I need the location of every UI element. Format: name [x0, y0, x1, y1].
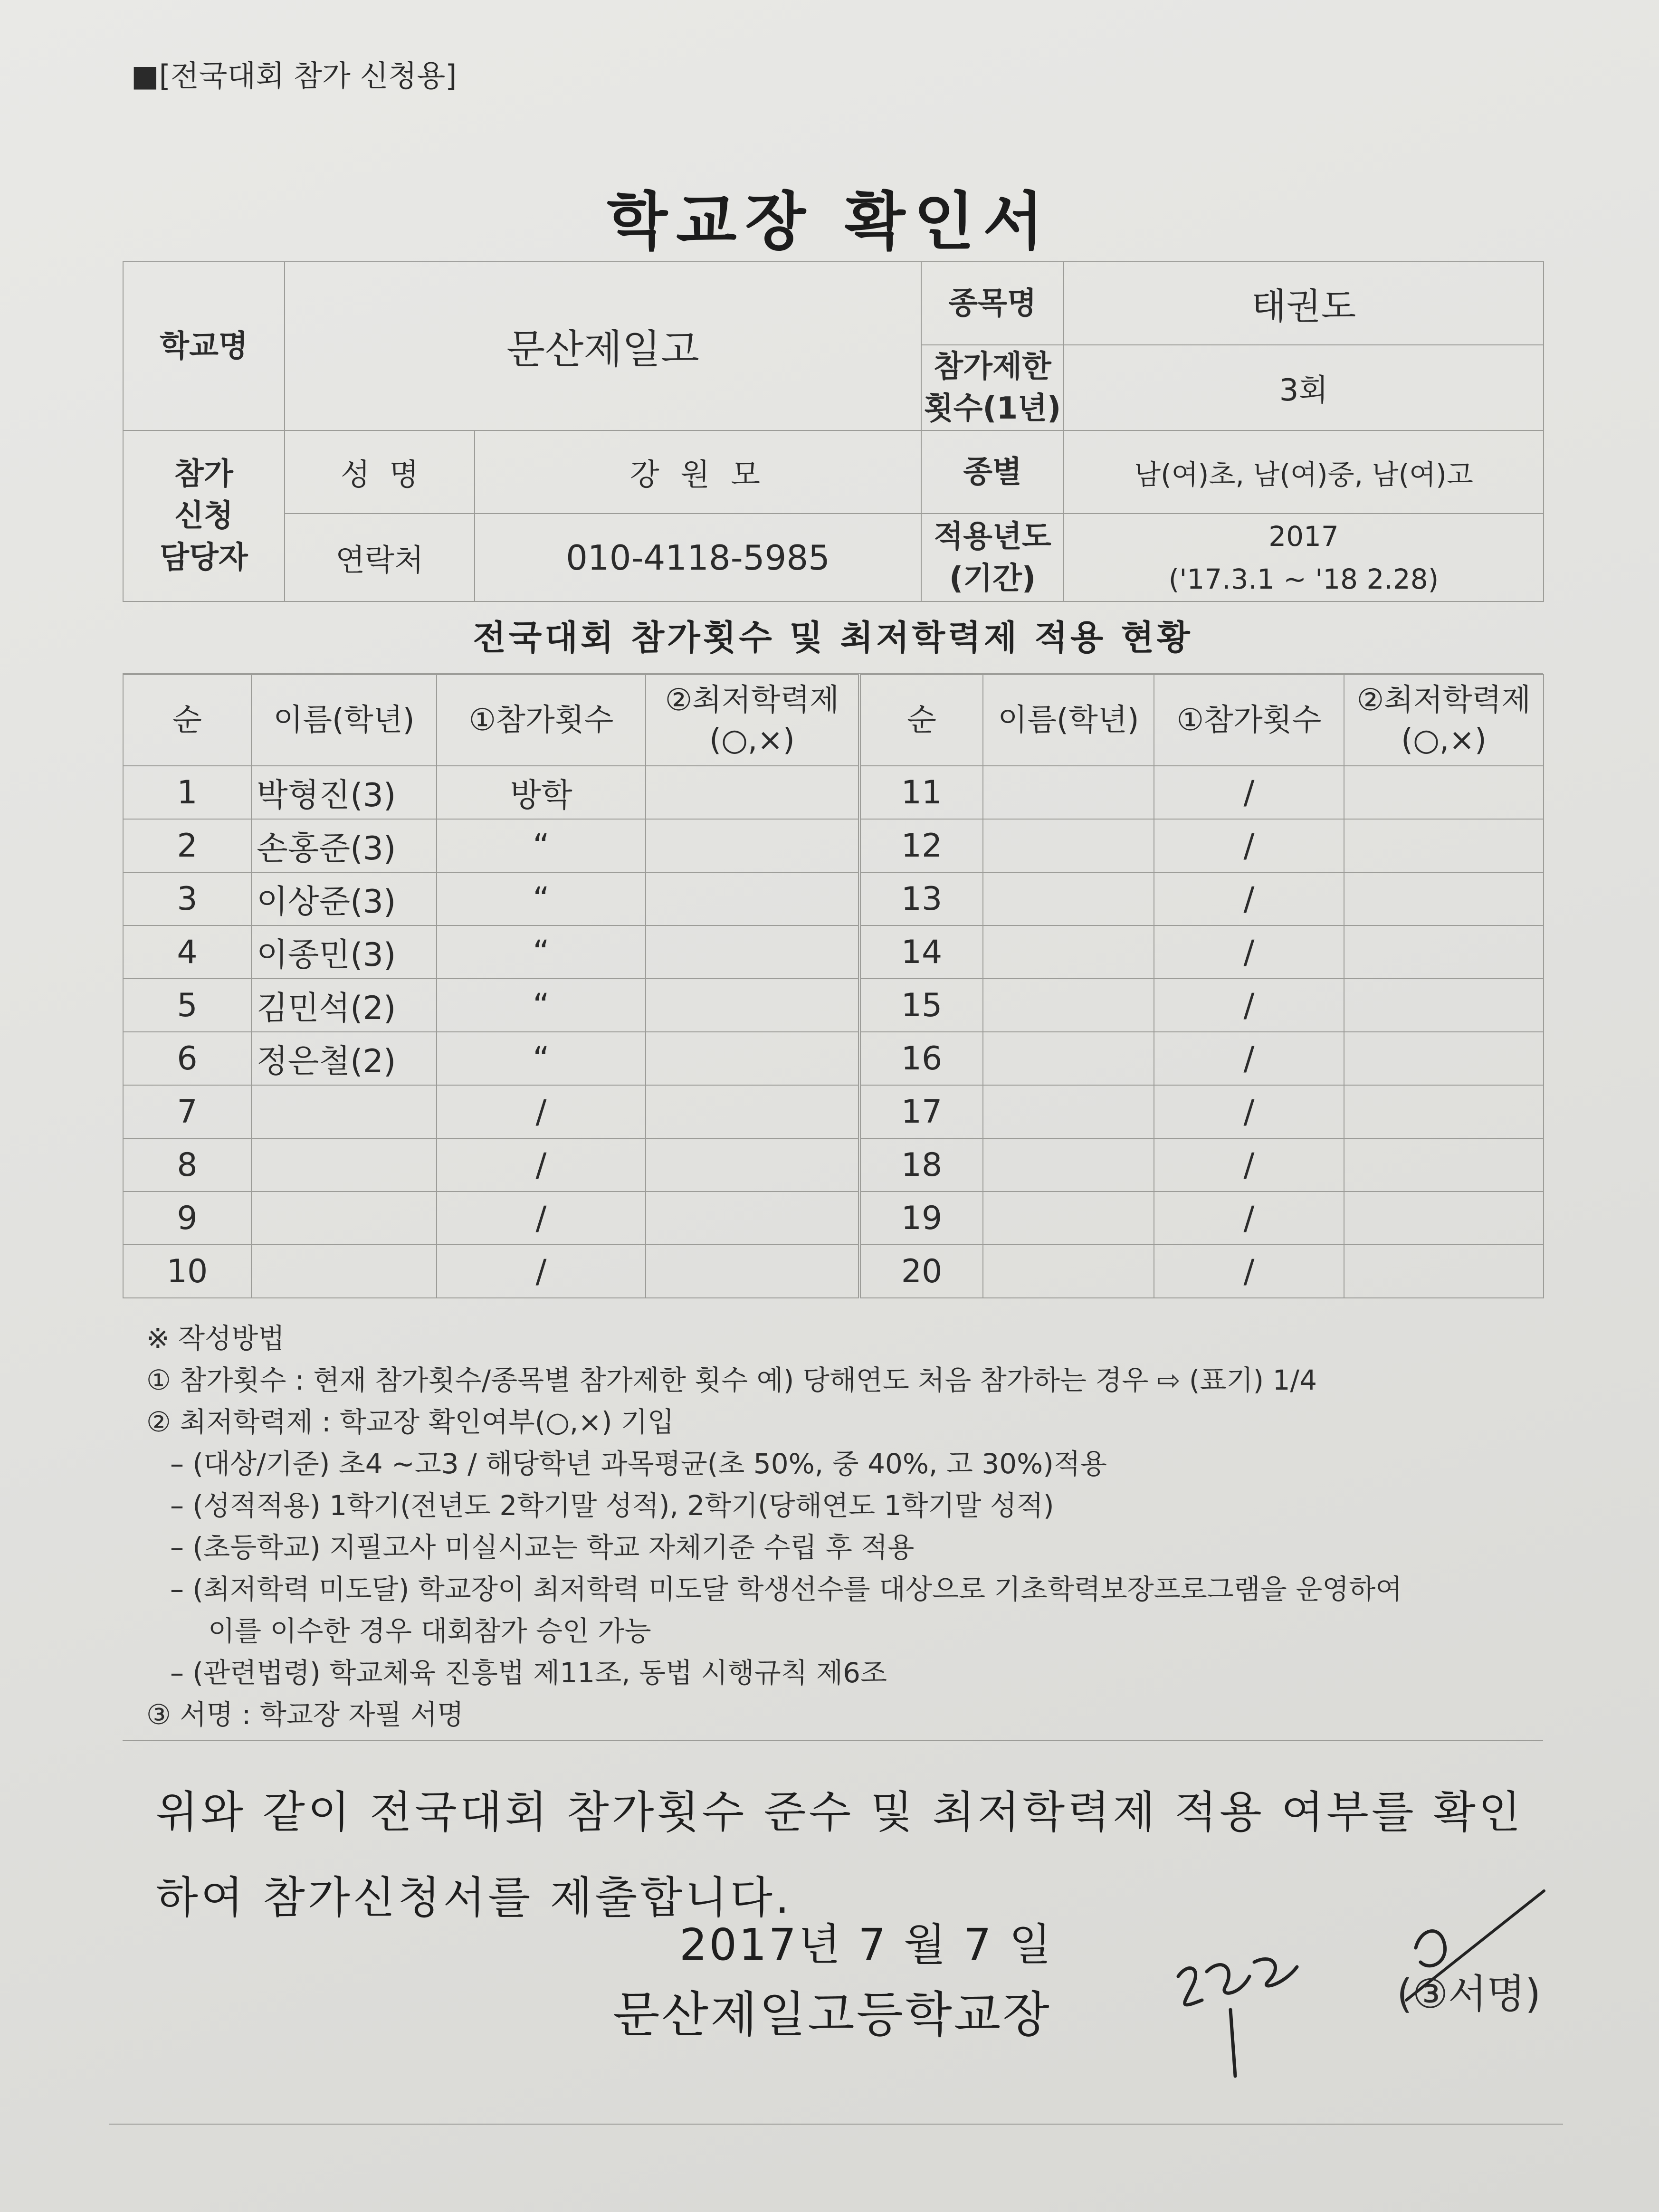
row-no: 1 [123, 766, 251, 819]
declaration-line2: 하여 참가신청서를 제출합니다. [156, 1872, 792, 1923]
row-min-2 [1344, 872, 1544, 925]
row-name: 박형진(3) [251, 766, 437, 819]
row-name: 이종민(3) [251, 925, 437, 979]
note-line-2: ② 최저학력제 : 학교장 확인여부(○,×) 기입 [146, 1406, 675, 1438]
document-title: 학교장 확인서 [607, 185, 1052, 258]
row-min-2 [1344, 1245, 1544, 1298]
limit-label [921, 345, 1064, 430]
participant-table [123, 674, 1544, 1298]
row-no-2: 17 [859, 1085, 983, 1138]
contact-label: 연락처 [285, 514, 475, 601]
row-no-2: 11 [859, 766, 983, 819]
row-count-2: / [1154, 1032, 1344, 1085]
limit-value: 3회 [1064, 345, 1544, 430]
row-no: 4 [123, 925, 251, 979]
school-value: 문산제일고 [285, 262, 921, 430]
year-label-line1: 적용년도 [934, 519, 1051, 554]
name-value: 강 원 모 [475, 430, 921, 514]
participant-row [123, 1192, 1544, 1245]
form-type-tag: ■[전국대회 참가 신청용] [131, 58, 457, 93]
row-no-2: 16 [859, 1032, 983, 1085]
name-label: 성 명 [285, 430, 475, 514]
row-count-2: / [1154, 979, 1344, 1032]
row-no: 3 [123, 872, 251, 925]
note-line-7: 이를 이수한 경우 대회참가 승인 가능 [208, 1615, 651, 1647]
school-label: 학교명 [123, 262, 285, 430]
row-no: 5 [123, 979, 251, 1032]
event-label: 종목명 [921, 262, 1064, 345]
period-value: ('17.3.1 ~ '18 2.28) [1168, 563, 1439, 595]
participant-row [123, 1138, 1544, 1192]
participant-row [123, 1085, 1544, 1138]
row-count: 방학 [437, 766, 646, 819]
row-name-2 [983, 1245, 1154, 1298]
row-no-2: 12 [859, 819, 983, 872]
row-no: 9 [123, 1192, 251, 1245]
note-line-8: – (관련법령) 학교체육 진흥법 제11조, 동법 시행규칙 제6조 [170, 1657, 887, 1689]
row-no: 6 [123, 1032, 251, 1085]
info-table [123, 261, 1544, 602]
row-name-2 [983, 925, 1154, 979]
row-count-2: / [1154, 1245, 1344, 1298]
row-name-2 [983, 979, 1154, 1032]
col-min-2-line1: ②최저학력제 [1356, 683, 1531, 718]
row-no-2: 15 [859, 979, 983, 1032]
year-label-line2: (기간) [949, 561, 1036, 596]
row-count-2: / [1154, 925, 1344, 979]
row-min [646, 872, 859, 925]
declaration-line1: 위와 같이 전국대회 참가횟수 준수 및 최저학력제 적용 여부를 확인 [156, 1787, 1524, 1838]
row-name [251, 1085, 437, 1138]
row-no-2: 14 [859, 925, 983, 979]
col-min-line1: ②최저학력제 [665, 683, 839, 718]
contact-value: 010-4118-5985 [475, 514, 921, 601]
row-name [251, 1245, 437, 1298]
row-min [646, 1085, 859, 1138]
instructions [123, 1317, 1543, 1735]
row-name-2 [983, 766, 1154, 819]
row-min [646, 819, 859, 872]
notes-heading: ※ 작성방법 [146, 1322, 285, 1354]
row-no: 7 [123, 1085, 251, 1138]
row-no-2: 18 [859, 1138, 983, 1192]
participant-row [123, 872, 1544, 925]
col-name-2: 이름(학년) [983, 675, 1154, 766]
row-no-2: 13 [859, 872, 983, 925]
col-name: 이름(학년) [251, 675, 437, 766]
row-no-2: 20 [859, 1245, 983, 1298]
row-count: “ [437, 872, 646, 925]
row-count: “ [437, 979, 646, 1032]
submission-date: 2017년 7 월 7 일 [679, 1919, 1053, 1970]
year-label [921, 514, 1064, 601]
row-count-2: / [1154, 1138, 1344, 1192]
participant-row [123, 925, 1544, 979]
participant-row [123, 979, 1544, 1032]
col-min-2-line2: (○,×) [1401, 723, 1487, 758]
applicant-label-line3: 담당자 [160, 540, 248, 575]
limit-label-line1: 참가제한 [934, 349, 1051, 384]
row-count-2: / [1154, 872, 1344, 925]
note-line-4: – (성적적용) 1학기(전년도 2학기말 성적), 2학기(당해연도 1학기말 성적) [170, 1489, 1054, 1522]
applicant-label-line2: 신청 [174, 498, 233, 534]
signature-label: (③서명) [1397, 1971, 1541, 2017]
note-line-6: – (최저학력 미도달) 학교장이 최저학력 미도달 학생선수를 대상으로 기초학력보장프로그램을 운영하여 [170, 1573, 1402, 1605]
note-line-5: – (초등학교) 지필고사 미실시교는 학교 자체기준 수립 후 적용 [170, 1531, 915, 1564]
row-count-2: / [1154, 1192, 1344, 1245]
row-name-2 [983, 1032, 1154, 1085]
applicant-label [123, 430, 285, 601]
principal-title: 문산제일고등학교장 [613, 1987, 1051, 2043]
participation-section-title: 전국대회 참가횟수 및 최저학력제 적용 현황 [123, 602, 1543, 674]
row-min-2 [1344, 1032, 1544, 1085]
row-min [646, 1032, 859, 1085]
row-min-2 [1344, 1138, 1544, 1192]
notes-divider [123, 1740, 1543, 1741]
row-name [251, 1192, 437, 1245]
row-min-2 [1344, 819, 1544, 872]
row-min [646, 1138, 859, 1192]
col-no-2: 순 [859, 675, 983, 766]
participant-row [123, 766, 1544, 819]
row-name [251, 1138, 437, 1192]
participant-rows [123, 766, 1544, 1298]
row-name: 정은철(2) [251, 1032, 437, 1085]
row-name-2 [983, 1085, 1154, 1138]
row-count: / [437, 1192, 646, 1245]
row-min-2 [1344, 766, 1544, 819]
row-name-2 [983, 819, 1154, 872]
participant-row [123, 819, 1544, 872]
col-min-2 [1344, 675, 1544, 766]
row-no: 2 [123, 819, 251, 872]
row-count: “ [437, 819, 646, 872]
row-name-2 [983, 872, 1154, 925]
bottom-divider [109, 2124, 1563, 2125]
participant-row [123, 1245, 1544, 1298]
row-name-2 [983, 1138, 1154, 1192]
col-min-line2: (○,×) [709, 723, 795, 758]
row-min [646, 925, 859, 979]
category-value: 남(여)초, 남(여)중, 남(여)고 [1064, 430, 1544, 514]
row-name: 손홍준(3) [251, 819, 437, 872]
participant-row [123, 1032, 1544, 1085]
limit-label-line2: 횟수(1년) [924, 391, 1061, 426]
row-no-2: 19 [859, 1192, 983, 1245]
row-min [646, 766, 859, 819]
col-no: 순 [123, 675, 251, 766]
row-min [646, 979, 859, 1032]
form-body [123, 261, 1543, 1941]
row-count: / [437, 1245, 646, 1298]
year-value: 2017 [1268, 520, 1339, 553]
row-min-2 [1344, 925, 1544, 979]
col-count-2: ①참가횟수 [1154, 675, 1344, 766]
row-count-2: / [1154, 1085, 1344, 1138]
col-count: ①참가횟수 [437, 675, 646, 766]
note-line-1: ① 참가횟수 : 현재 참가횟수/종목별 참가제한 횟수 예) 당해연도 처음 참가하는 경우 ⇨ (표기) 1/4 [146, 1364, 1317, 1396]
principal-signature [1159, 1919, 1330, 2081]
row-min [646, 1192, 859, 1245]
row-count: / [437, 1138, 646, 1192]
row-no: 8 [123, 1138, 251, 1192]
row-min [646, 1245, 859, 1298]
category-label: 종별 [921, 430, 1064, 514]
row-count-2: / [1154, 766, 1344, 819]
row-min-2 [1344, 1192, 1544, 1245]
row-name-2 [983, 1192, 1154, 1245]
note-line-9: ③ 서명 : 학교장 자필 서명 [146, 1698, 464, 1731]
row-name: 김민석(2) [251, 979, 437, 1032]
row-no: 10 [123, 1245, 251, 1298]
row-name: 이상준(3) [251, 872, 437, 925]
row-min-2 [1344, 979, 1544, 1032]
col-min [646, 675, 859, 766]
row-count: “ [437, 925, 646, 979]
row-count: “ [437, 1032, 646, 1085]
event-value: 태권도 [1064, 262, 1544, 345]
applicant-label-line1: 참가 [174, 457, 233, 492]
row-min-2 [1344, 1085, 1544, 1138]
year-cell [1064, 514, 1544, 601]
row-count-2: / [1154, 819, 1344, 872]
row-count: / [437, 1085, 646, 1138]
note-line-3: – (대상/기준) 초4 ~고3 / 해당학년 과목평균(초 50%, 중 40%, 고 30%)적용 [170, 1448, 1107, 1480]
